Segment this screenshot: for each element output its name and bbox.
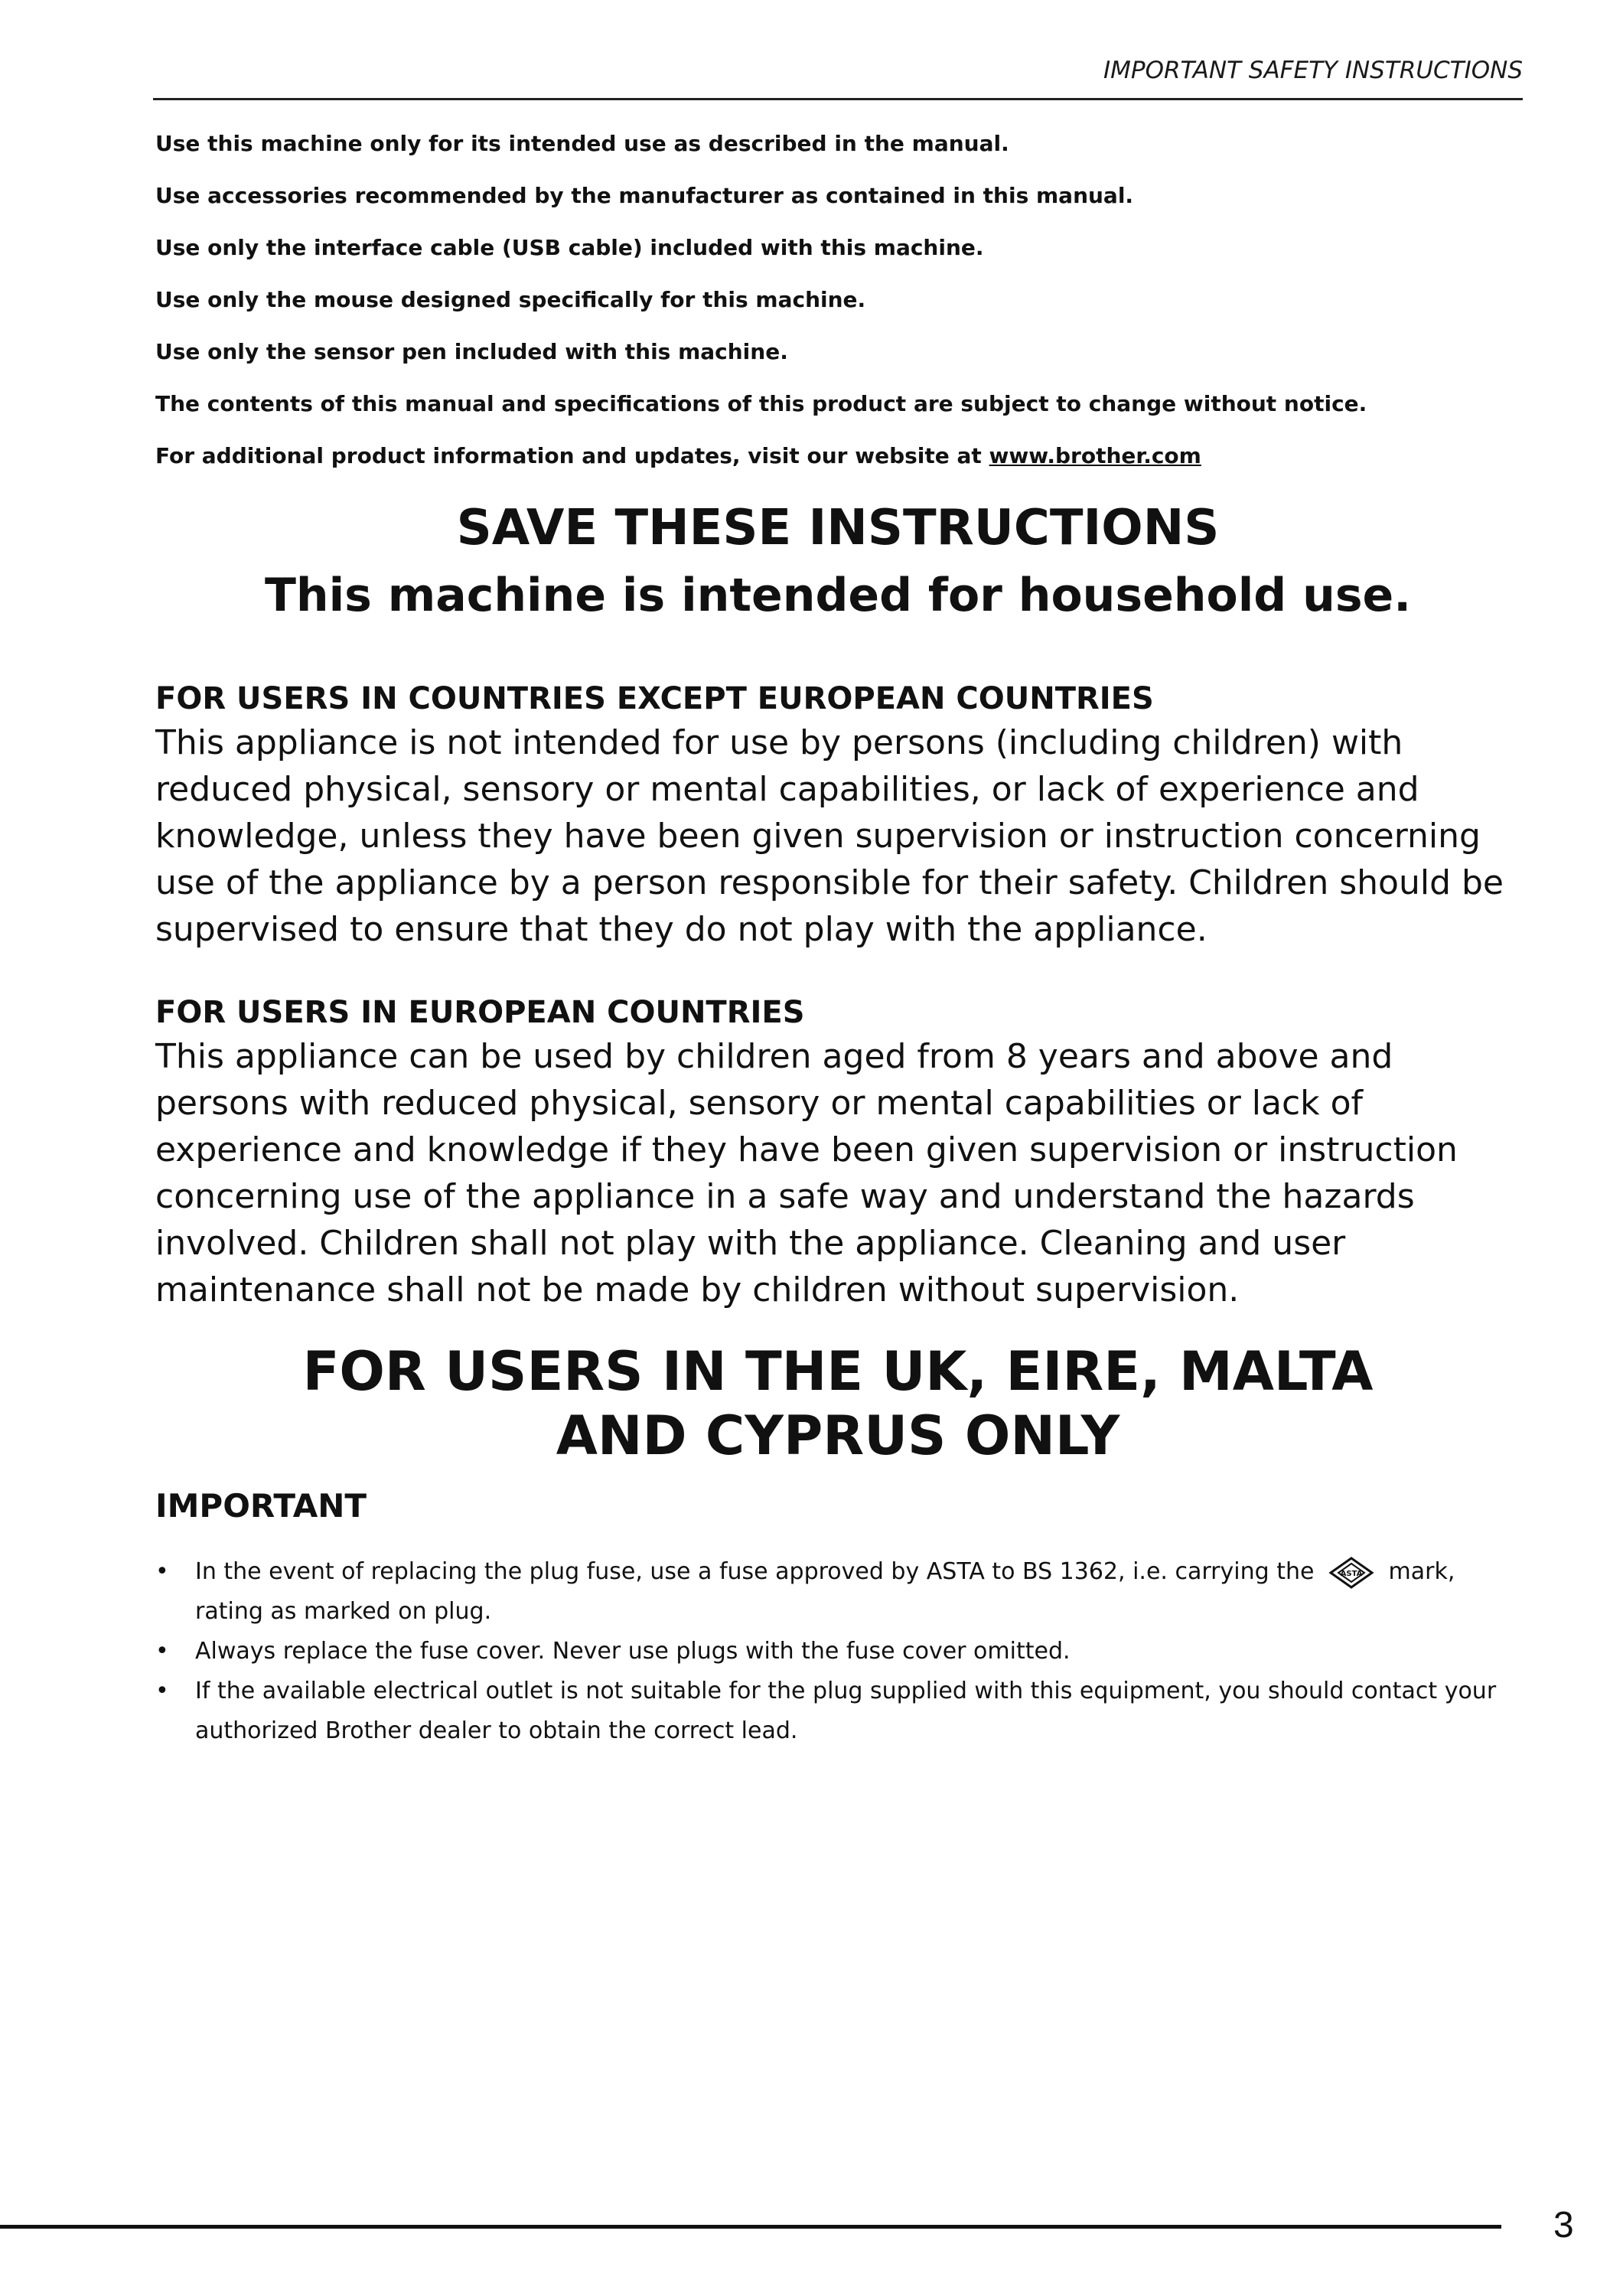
page-number: 3	[1553, 2205, 1574, 2245]
notice-mouse: Use only the mouse designed specifically for this machine.	[155, 287, 866, 312]
important-heading: IMPORTANT	[155, 1487, 367, 1525]
footer-divider	[0, 2225, 1501, 2229]
notice-website	[155, 442, 1517, 470]
uk-title-line1: FOR USERS IN THE UK, EIRE, MALTA	[302, 1340, 1374, 1403]
website-notice-text: For additional product information and updates, visit our website at	[155, 443, 989, 468]
save-instructions-title: SAVE THESE INSTRUCTIONS	[456, 500, 1220, 556]
section-non-european-heading: FOR USERS IN COUNTRIES EXCEPT EUROPEAN COUNTRIES	[155, 681, 1154, 716]
bullet-icon: •	[155, 1638, 169, 1665]
notice-interface-cable: Use only the interface cable (USB cable) included with this machine.	[155, 235, 984, 260]
list-item	[155, 1632, 1525, 1671]
bullet-icon: •	[155, 1678, 169, 1704]
uk-users-title	[153, 1339, 1523, 1468]
list-item	[155, 1552, 1525, 1632]
section-non-european	[155, 678, 1525, 953]
section-european	[155, 992, 1525, 1313]
notice-specifications: The contents of this manual and specifications of this product are subject to change without notice.	[155, 391, 1367, 416]
asta-mark-icon	[1328, 1557, 1375, 1589]
section-non-european-body: This appliance is not intended for use by persons (including children) with reduced physical, sensory or mental capabilities, or lack of experience and knowledge, unless they have been given supervision or instruction concerning use of the appliance by a person responsible for their safety. Children should be supervised to ensure that they do not play with the appliance.	[155, 723, 1504, 949]
notice-sensor-pen: Use only the sensor pen included with this machine.	[155, 339, 788, 364]
section-european-heading: FOR USERS IN EUROPEAN COUNTRIES	[155, 995, 805, 1030]
fuse-text-after: mark, rating as marked on plug.	[195, 1558, 1455, 1625]
outlet-text: If the available electrical outlet is not suitable for the plug supplied with this equipment, you should contact your authorized Brother dealer to obtain the correct lead.	[195, 1678, 1497, 1744]
fuse-text-before: In the event of replacing the plug fuse, use a fuse approved by ASTA to BS 1362, i.e. carrying the	[195, 1558, 1315, 1585]
uk-title-line2: AND CYPRUS ONLY	[556, 1404, 1120, 1467]
section-european-body: This appliance can be used by children aged from 8 years and above and persons with reduced physical, sensory or mental capabilities or lack of experience and knowledge if they have been given supervision or instruction concerning use of the appliance in a safe way and understand the hazards involved. Children shall not play with the appliance. Cleaning and user maintenance shall not be made by children without supervision.	[155, 1037, 1458, 1309]
page-header-title: IMPORTANT SAFETY INSTRUCTIONS	[1103, 57, 1523, 84]
notice-intended-use: Use this machine only for its intended use as described in the manual.	[155, 131, 1009, 156]
household-use-title: This machine is intended for household use.	[264, 569, 1412, 622]
header-divider	[153, 98, 1523, 100]
list-item	[155, 1671, 1525, 1751]
fuse-cover-text: Always replace the fuse cover. Never use plugs with the fuse cover omitted.	[195, 1638, 1071, 1665]
website-link[interactable]: www.brother.com	[989, 443, 1201, 468]
notice-accessories: Use accessories recommended by the manufacturer as contained in this manual.	[155, 183, 1134, 208]
bullet-icon: •	[155, 1558, 169, 1585]
important-list	[155, 1552, 1525, 1751]
safety-notices	[155, 130, 1517, 494]
svg-text:ASTA: ASTA	[1340, 1569, 1363, 1578]
